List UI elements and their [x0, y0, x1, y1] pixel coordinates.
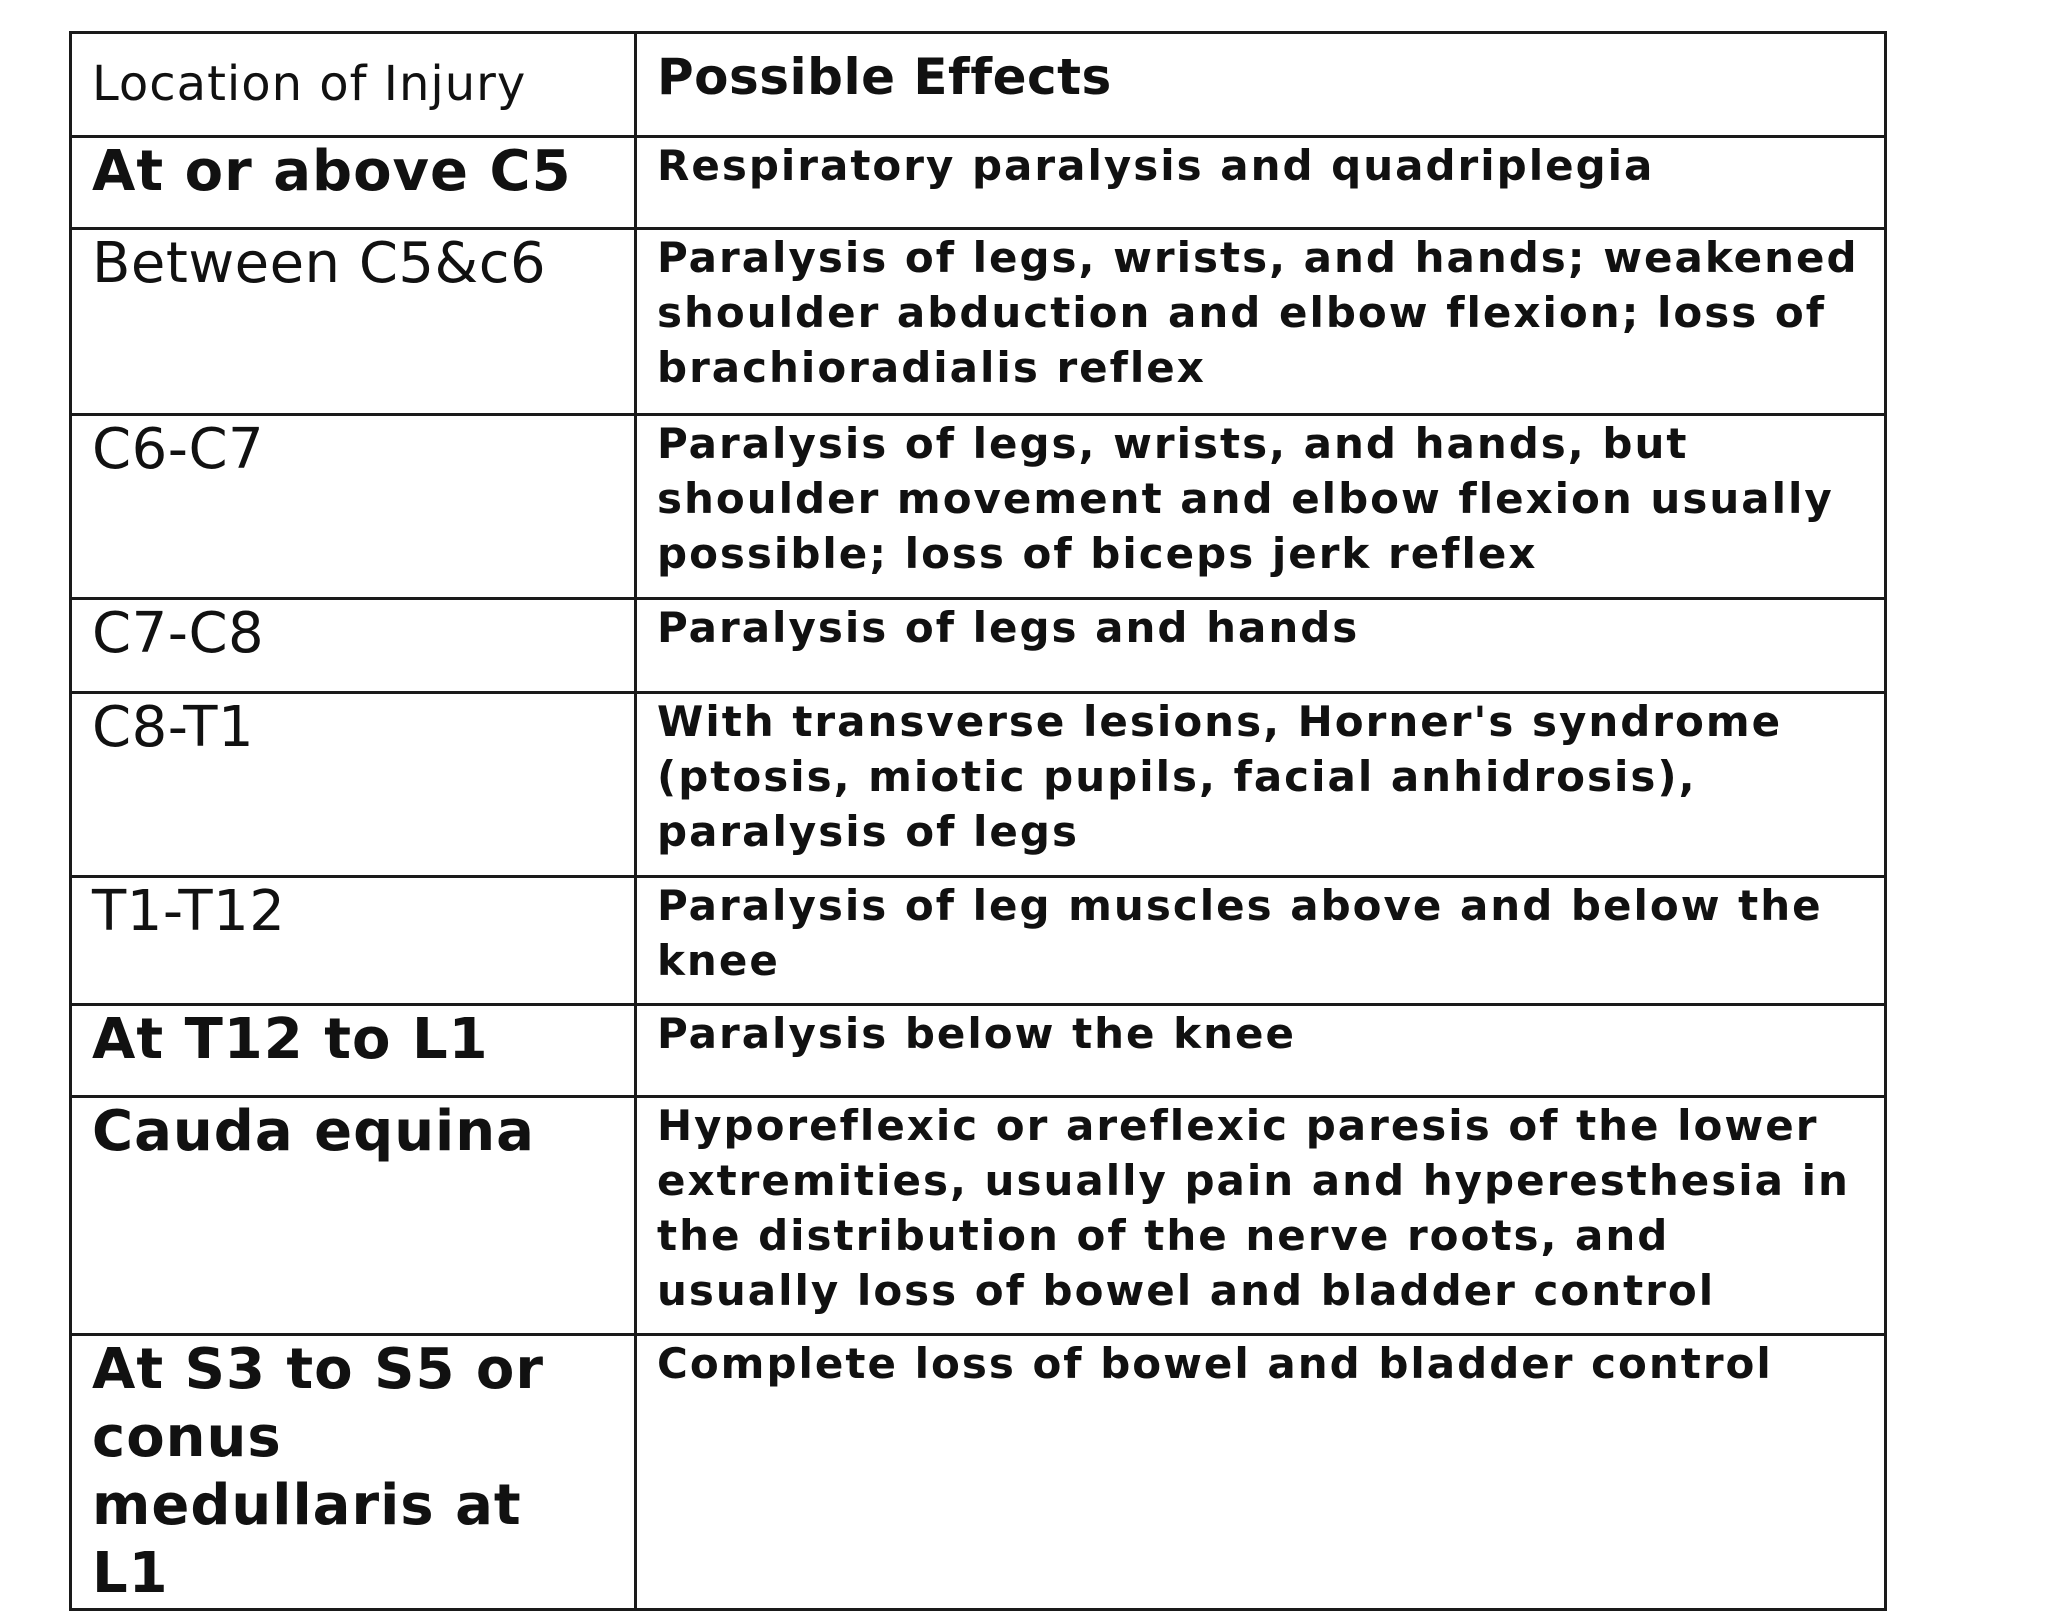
location-cell: At T12 to L1: [71, 1005, 636, 1097]
effects-cell: Respiratory paralysis and quadriplegia: [636, 137, 1886, 229]
effects-cell: Complete loss of bowel and bladder control: [636, 1335, 1886, 1610]
table-row: [71, 1335, 1886, 1610]
location-cell: C7-C8: [71, 599, 636, 693]
table-row: [71, 693, 1886, 877]
location-cell: C8-T1: [71, 693, 636, 877]
effects-cell: Paralysis of legs, wrists, and hands; weakened shoulder abduction and elbow flexion; loss of brachioradialis reflex: [636, 229, 1886, 415]
table-row: [71, 229, 1886, 415]
location-cell: C6-C7: [71, 415, 636, 599]
table-row: [71, 1005, 1886, 1097]
injury-effects-table: [69, 31, 1887, 1611]
effects-cell: Paralysis below the knee: [636, 1005, 1886, 1097]
table-row: [71, 599, 1886, 693]
location-cell: Cauda equina: [71, 1097, 636, 1335]
header-location-cell: Location of Injury: [71, 33, 636, 137]
effects-cell: Hyporeflexic or areflexic paresis of the lower extremities, usually pain and hyperesthesia in the distribution of the nerve roots, and usually loss of bowel and bladder control: [636, 1097, 1886, 1335]
effects-cell: Paralysis of leg muscles above and below the knee: [636, 877, 1886, 1005]
effects-cell: Paralysis of legs, wrists, and hands, but shoulder movement and elbow flexion usually possible; loss of biceps jerk reflex: [636, 415, 1886, 599]
table-header-row: [71, 33, 1886, 137]
effects-cell: With transverse lesions, Horner's syndrome (ptosis, miotic pupils, facial anhidrosis), paralysis of legs: [636, 693, 1886, 877]
location-cell: At S3 to S5 or conus medullaris at L1: [71, 1335, 636, 1610]
location-cell: Between C5&c6: [71, 229, 636, 415]
table-row: [71, 877, 1886, 1005]
location-cell: T1-T12: [71, 877, 636, 1005]
table-row: [71, 1097, 1886, 1335]
table-row: [71, 415, 1886, 599]
effects-cell: Paralysis of legs and hands: [636, 599, 1886, 693]
header-effects-cell: Possible Effects: [636, 33, 1886, 137]
table-row: [71, 137, 1886, 229]
location-cell: At or above C5: [71, 137, 636, 229]
